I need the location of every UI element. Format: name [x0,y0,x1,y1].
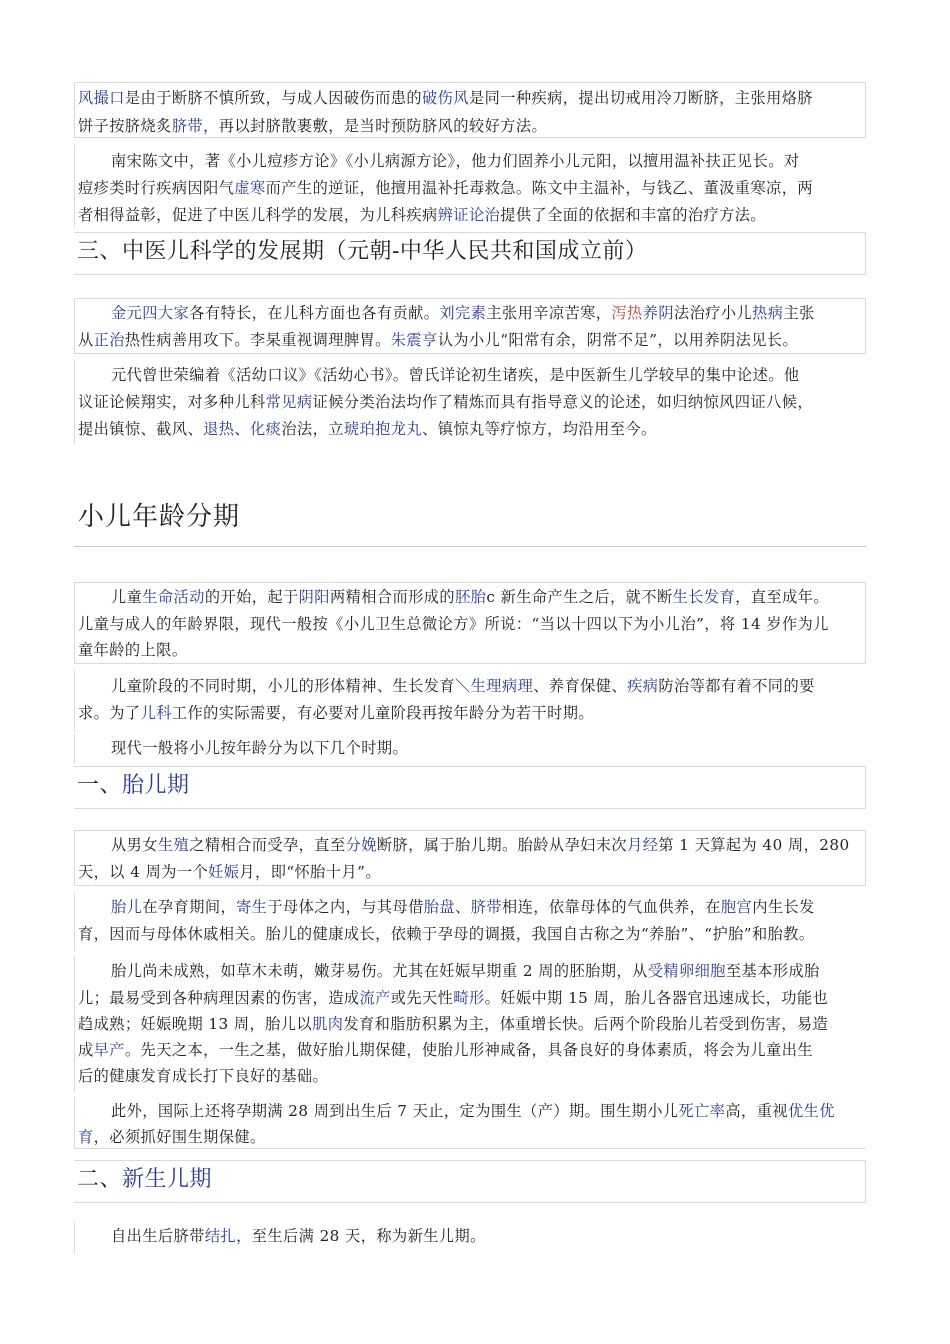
text-run: 后的健康发育成长打下良好的基础。 [78,1067,329,1085]
text-run: 儿；最易受到各种病理因素的伤害，造成 [78,989,360,1007]
text-run: 元代曾世荣编着《活幼口议》《活幼心书》。曾氏详论初生诸疾，是中医新生儿学较早的集中论述。他 [111,366,800,384]
text-run: 育，因而与母体休戚相关。胎儿的健康成长，依赖于孕母的调摄，我国自古称之为“养胎”、“护胎”和胎教。 [78,925,815,943]
text-run: 趋成熟；妊娠晚期 13 周，胎儿以 [78,1015,313,1033]
paragraph-block [74,670,866,732]
text-run: c 新生命产生之后，就不断 [486,588,673,606]
term-link[interactable]: 阴阳 [298,588,330,606]
term-link[interactable]: 正治 [93,331,125,349]
term-link[interactable]: 受精卵 [647,962,695,980]
text-run: 现代一般将小儿按年龄分为以下几个时期。 [111,739,409,757]
text-run: 治法，立 [281,420,344,438]
text-run: 童年龄的上限。 [78,641,188,659]
heading-number: 一、 [77,773,123,798]
text-run: 。先天之本，一生之基，做好胎儿期保健，使胎儿形神咸备，具备良好的身体素质，将会为儿童出生 [124,1041,813,1059]
text-run: 两精相合而形成的 [329,588,456,606]
text-run: 高，重视 [725,1102,788,1120]
text-run: 证候分类治法均作了精炼而具有指导意义的论述，如归纳惊风四证八候， [312,393,813,411]
text-run: 提供了全面的依据和丰富的治疗方法。 [500,206,767,224]
text-line [75,201,866,229]
text-run: ，直至成年。 [735,588,829,606]
term-link[interactable]: 育 [78,1128,94,1146]
text-run: ，再以封脐散裹敷，是当时预防脐风的较好方法。 [203,117,548,135]
text-run: 儿童与成人的年龄界限，现代一般按《小儿卫生总微论方》所说：“当以十四以下为小儿治”，将 14 岁作为儿 [78,615,829,633]
text-run: 从男女 [111,836,158,854]
text-run: ，至生后满 28 天，称为新生儿期。 [236,1227,486,1245]
term-link[interactable]: 虚寒 [234,179,266,197]
text-line [75,1062,866,1090]
text-line [75,858,865,886]
text-run: 胎儿尚未成熟，如草木未萌，嫩芽易伤。尤其在妊娠早期重 2 周的胚胎期，从 [111,962,648,980]
text-line [75,112,865,140]
term-link[interactable]: 养阴 [642,304,674,322]
text-run: 、镇惊丸等疗惊方，均沿用至今。 [422,420,657,438]
term-link[interactable]: 胞宫 [720,898,753,916]
term-link[interactable]: 寄生 [236,898,268,916]
paragraph-block [74,734,866,764]
paragraph-block [74,582,866,664]
text-run: 的开始，起于 [204,588,299,606]
text-run: 主张 [783,304,815,322]
text-run: 南宋陈文中，著《小儿痘疹方论》《小儿病源方论》，他力们固养小儿元阳，以擅用温补扶正见长。对 [111,152,800,170]
paragraph-block [74,830,866,886]
text-run: 议证论候翔实，对多种儿科 [78,393,266,411]
term-link[interactable]: 退热 [203,420,235,438]
text-run: 至基本形成胎 [725,962,820,980]
section-heading-newborn [74,1160,866,1203]
paragraph-block [74,360,866,444]
paragraph-block [74,893,866,951]
text-run: 成 [78,1041,94,1059]
text-run: 天，以 4 周为一个 [78,863,209,881]
term-link[interactable]: 琥珀抱龙丸 [343,420,423,438]
text-run: 工作的实际需要，有必要对儿童阶段再按年龄分为若干时期。 [171,704,595,722]
text-line [75,1010,866,1038]
heading-link[interactable]: 新生儿期 [122,1167,213,1192]
term-link[interactable]: 胎儿 [111,898,143,916]
term-link[interactable]: 流产 [359,989,391,1007]
term-link[interactable]: 生命活动 [142,588,205,606]
text-line [75,415,866,443]
text-line [75,174,866,202]
text-run: 断脐，属于胎儿期。胎龄从孕妇末次 [376,836,628,854]
text-line [75,1036,866,1064]
term-link[interactable]: 化痰 [250,420,282,438]
paragraph-block [74,298,866,354]
term-link[interactable]: 金元四大家 [111,304,190,322]
text-run: 而产生的逆证，他擅用温补托毒救急。陈文中主温补，与钱乙、董汲重寒凉，两 [265,179,813,197]
term-link[interactable]: 脐带 [171,117,204,135]
title-divider [74,546,866,547]
term-link[interactable]: 生理 [470,677,502,695]
paragraph-block [74,82,866,138]
text-run: 自出生后脐带 [111,1227,205,1245]
text-line [75,831,865,859]
page-title: 小儿年龄分期 [78,502,241,532]
term-link[interactable]: 辨证论治 [437,206,501,224]
text-line [75,957,866,985]
term-link[interactable]: 死亡率 [678,1102,726,1120]
text-run: 是同一种疾病，提出切戒用冷刀断脐，主张用烙脐 [468,89,813,107]
term-link[interactable]: 生长发育 [672,588,736,606]
term-link[interactable]: 热病 [752,304,784,322]
text-run: ，必须抓好围生期保健。 [93,1128,266,1146]
term-link[interactable]: 肌肉 [312,1015,344,1033]
text-line [75,984,866,1012]
text-run: 儿童阶段的不同时期，小儿的形体精神、生长发育＼ [111,677,471,695]
term-link[interactable]: 泻热 [611,304,643,322]
text-run: 于母体之内，与其母借 [267,898,424,916]
term-link[interactable]: 胚胎 [455,588,487,606]
paragraph-block [74,145,866,227]
text-line [75,147,866,175]
text-run: 各有特长，在儿科方面也各有贡献。 [189,304,440,322]
text-run: 。妊娠中期 15 周，胎儿各器官迅速成长，功能也 [484,989,829,1007]
term-link[interactable]: 优 [819,1102,835,1120]
text-line [75,672,866,700]
text-run: 或先天性 [390,989,454,1007]
text-run: 防治等都有着不同的要 [658,677,815,695]
term-link[interactable]: 妊娠 [208,863,240,881]
text-line [75,1123,866,1151]
text-run: 提出镇惊、截风、 [78,420,204,438]
paragraph-block [74,1097,866,1149]
heading-link[interactable]: 胎儿期 [122,773,190,798]
text-run: 此外，国际上还将孕期满 28 周到出生后 7 天止，定为围生（产）期。围生期小儿 [111,1102,679,1120]
paragraph-block [74,1222,866,1254]
text-line [75,699,866,727]
text-run: 痘疹类时行疾病因阳气 [78,179,235,197]
text-run: 在孕育期间， [142,898,237,916]
term-link[interactable]: 月经 [627,836,659,854]
term-link[interactable]: 畸形 [453,989,485,1007]
text-run: 相连，依靠母体的气血供养，在 [501,898,721,916]
text-run: 、 [234,420,251,438]
text-run: 内生长发 [752,898,815,916]
text-run: 者相得益彰，促进了中医儿科学的发展，为儿科疾病 [78,206,438,224]
term-link[interactable]: 儿科 [140,704,172,722]
text-line [75,734,866,762]
text-line [75,299,865,327]
text-line [75,388,866,416]
text-line [75,84,865,112]
term-link[interactable]: 疾病 [627,677,659,695]
text-line [75,1222,866,1250]
text-run: 热性病善用攻下。李杲重视调理脾胃。 [124,331,391,349]
term-link[interactable]: 优生 [787,1102,820,1120]
text-run: 、养育保健、 [533,677,628,695]
text-line [75,893,866,921]
text-line [75,636,865,664]
text-run: 月，即“怀胎十月”。 [239,863,381,881]
text-run: 法治疗小儿 [673,304,753,322]
term-link[interactable]: 细胞 [694,962,726,980]
text-run: 主张用辛凉苦寒， [486,304,612,322]
text-line [75,610,865,638]
text-line [75,326,865,354]
term-link[interactable]: 朱震亨 [390,331,438,349]
term-link[interactable]: 脐带 [470,898,502,916]
text-run: 求。为了 [78,704,141,722]
term-link[interactable]: 早产 [93,1041,125,1059]
term-link[interactable]: 破伤风 [422,89,469,107]
text-line [75,1097,866,1125]
term-link[interactable]: 常见病 [265,393,313,411]
text-line [75,361,866,389]
text-line [75,920,866,948]
text-run: 、 [455,898,471,916]
text-run: 是由于断脐不慎所致，与成人因破伤而患的 [124,89,423,107]
term-link[interactable]: 结扎 [204,1227,237,1245]
term-link[interactable]: 生殖 [157,836,190,854]
term-link[interactable]: 病理 [501,677,534,695]
text-run: 饼子按脐烧炙 [78,117,172,135]
term-link[interactable]: 胎盘 [423,898,456,916]
section-heading-3: 三、中医儿科学的发展期（元朝-中华人民共和国成立前） [74,232,866,275]
term-link[interactable]: 风撮口 [78,89,125,107]
term-link[interactable]: 分娩 [345,836,377,854]
text-run: 从 [78,331,94,349]
text-run: 儿童 [111,588,143,606]
heading-number: 二、 [77,1167,123,1192]
term-link[interactable]: 刘完素 [439,304,487,322]
section-heading-fetal [74,766,866,809]
text-run: 第 1 天算起为 40 周，280 [658,836,850,854]
text-run: 发育和脂肪积累为主，体重增长快。后两个阶段胎儿若受到伤害，易造 [343,1015,829,1033]
paragraph-block [74,956,866,1092]
text-run: 认为小儿“阳常有余，阴常不足”，以用养阴法见长。 [437,331,799,349]
text-run: 之精相合而受孕，直至 [189,836,346,854]
text-line [75,583,865,611]
